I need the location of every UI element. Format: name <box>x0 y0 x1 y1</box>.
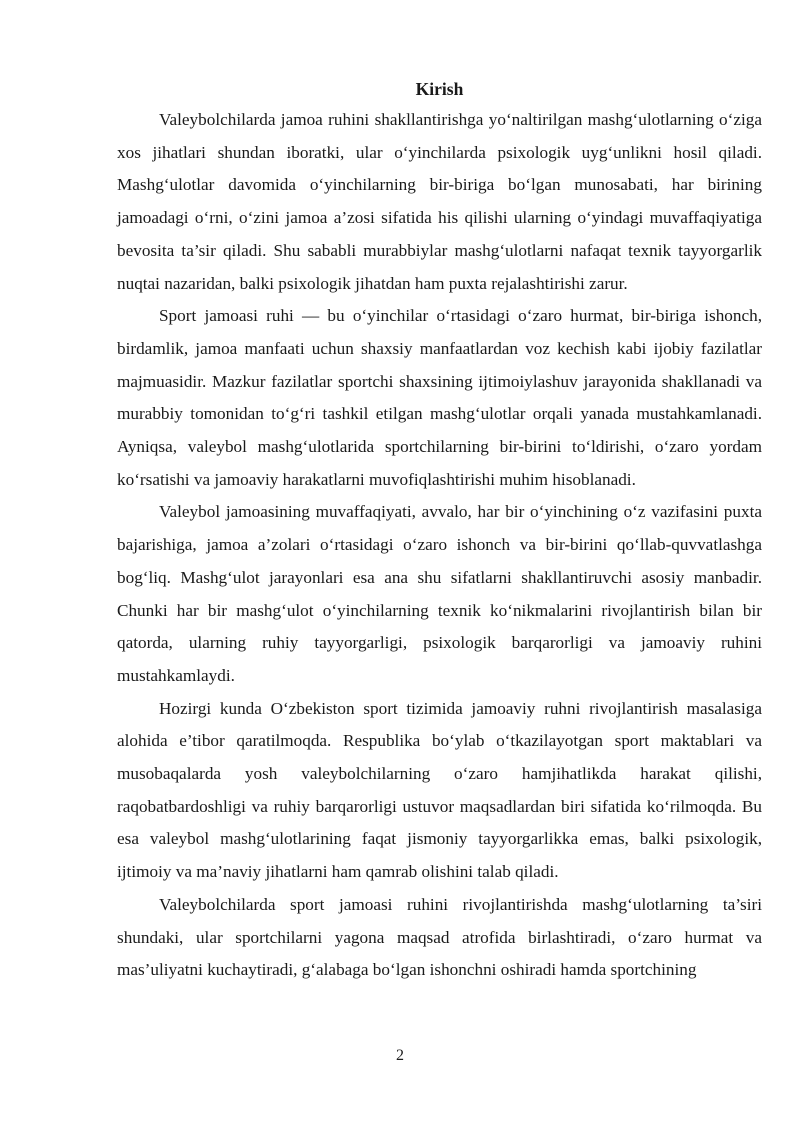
paragraph-1: Valeybolchilarda jamoa ruhini shakllantirishga yo‘naltirilgan mashg‘ulotlarning o‘ziga xos jihatlari shundan iboratki, ular o‘yinchilarda psixologik uyg‘unlikni hosil qiladi. Mashg‘ulotlar davomida o‘yinchilarning bir-biriga bo‘lgan munosabati, har birining jamoadagi o‘rni, o‘zini jamoa a’zosi sifatida his qilishi ularning o‘yindagi muvaffaqiyatiga bevosita ta’sir qiladi. Shu sababli murabbiylar mashg‘ulotlarni nafaqat texnik tayyorgarlik nuqtai nazaridan, balki psixologik jihatdan ham puxta rejalashtirishi zarur. <box>117 110 762 293</box>
section-title: Kirish <box>415 79 464 99</box>
page-number: 2 <box>396 1047 404 1064</box>
paragraph-5: Valeybolchilarda sport jamoasi ruhini rivojlantirishda mashg‘ulotlarning ta’siri shundaki, ular sportchilarni yagona maqsad atrofida birlashtiradi, o‘zaro hurmat va mas’uliyatni kuchaytiradi, g‘alabaga bo‘lgan ishonchni oshiradi hamda sportchining <box>117 894 762 980</box>
paragraph-3: Valeybol jamoasining muvaffaqiyati, avvalo, har bir o‘yinchining o‘z vazifasini puxta bajarishiga, jamoa a’zolari o‘rtasidagi o‘zaro ishonch va bir-birini qo‘llab-quvvatlashga bog‘liq. Mashg‘ulot jarayonlari esa ana shu sifatlarni shakllantiruvchi asosiy manbadir. Chunki har bir mashg‘ulot o‘yinchilarning texnik ko‘nikmalarini rivojlantirish bilan bir qatorda, ularning ruhiy tayyorgarligi, psixologik barqarorligi va jamoaviy ruhini mustahkamlaydi. <box>117 502 762 685</box>
paragraph-2: Sport jamoasi ruhi — bu o‘yinchilar o‘rtasidagi o‘zaro hurmat, bir-biriga ishonch, birdamlik, jamoa manfaati uchun shaxsiy manfaatlardan voz kechish kabi ijobiy fazilatlar majmuasidir. Mazkur fazilatlar sportchi shaxsining ijtimoiylashuv jarayonida shakllanadi va murabbiy tomonidan to‘g‘ri tashkil etilgan mashg‘ulotlar orqali yanada mustahkamlanadi. Ayniqsa, valeybol mashg‘ulotlarida sportchilarning bir-birini to‘ldirishi, o‘zaro yordam ko‘rsatishi va jamoaviy harakatlarni muvofiqlashtirishi muhim hisoblanadi. <box>117 306 762 489</box>
paragraph-4: Hozirgi kunda O‘zbekiston sport tizimida jamoaviy ruhni rivojlantirish masalasiga alohida e’tibor qaratilmoqda. Respublika bo‘ylab o‘tkazilayotgan sport maktablari va musobaqalarda yosh valeybolchilarning o‘zaro hamjihatlikda harakat qilishi, raqobatbardoshligi va ruhiy barqarorligi ustuvor maqsadlardan biri sifatida ko‘rilmoqda. Bu esa valeybol mashg‘ulotlarining faqat jismoniy tayyorgarlikka emas, balki psixologik, ijtimoiy va ma’naviy jihatlarni ham qamrab olishini talab qiladi. <box>117 698 762 882</box>
page-content <box>117 74 762 987</box>
